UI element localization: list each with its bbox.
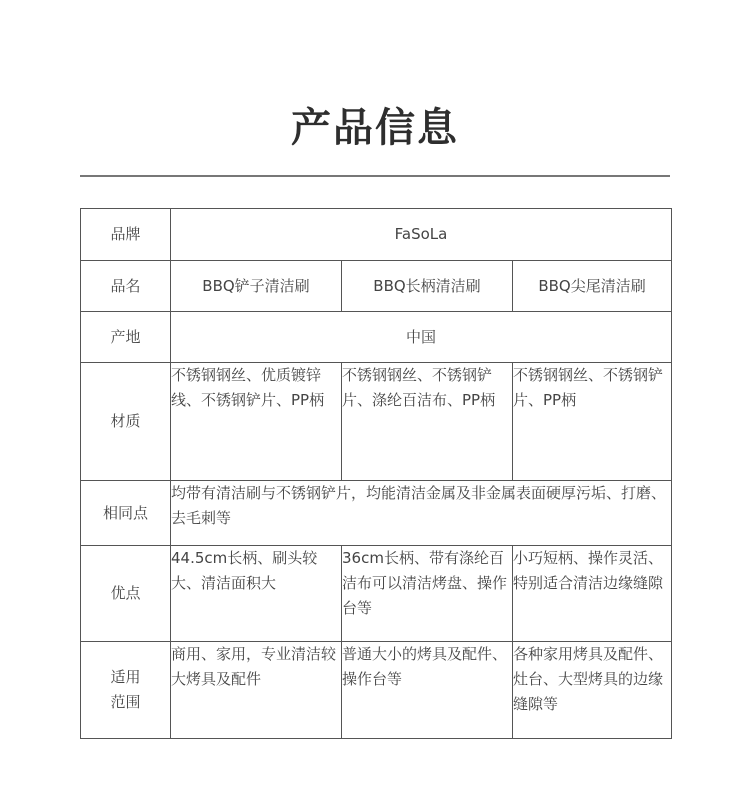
label-brand: 品牌 (81, 209, 171, 261)
material-value-2: 不锈钢钢丝、不锈钢铲片、涤纶百洁布、PP柄 (342, 363, 513, 481)
material-value-1: 不锈钢钢丝、优质镀锌线、不锈钢铲片、PP柄 (171, 363, 342, 481)
name-value-3: BBQ尖尾清洁刷 (513, 261, 672, 312)
row-advantage (81, 546, 672, 642)
row-scope (81, 642, 672, 739)
name-value-2: BBQ长柄清洁刷 (342, 261, 513, 312)
row-name (81, 261, 672, 312)
label-common: 相同点 (81, 481, 171, 546)
row-common (81, 481, 672, 546)
product-info-table (80, 208, 672, 739)
advantage-value-3: 小巧短柄、操作灵活、特别适合清洁边缘缝隙 (513, 546, 672, 642)
name-value-1: BBQ铲子清洁刷 (171, 261, 342, 312)
row-material (81, 363, 672, 481)
common-value: 均带有清洁刷与不锈钢铲片，均能清洁金属及非金属表面硬厚污垢、打磨、去毛刺等 (171, 481, 672, 546)
advantage-value-1: 44.5cm长柄、刷头较大、清洁面积大 (171, 546, 342, 642)
brand-value: FaSoLa (171, 209, 672, 261)
label-scope-line1: 适用 (110, 668, 141, 686)
scope-value-2: 普通大小的烤具及配件、操作台等 (342, 642, 513, 739)
advantage-value-2: 36cm长柄、带有涤纶百洁布可以清洁烤盘、操作台等 (342, 546, 513, 642)
origin-value: 中国 (171, 312, 672, 363)
label-scope-line2: 范围 (110, 693, 141, 711)
row-origin (81, 312, 672, 363)
label-advantage: 优点 (81, 546, 171, 642)
label-origin: 产地 (81, 312, 171, 363)
label-material: 材质 (81, 363, 171, 481)
row-brand (81, 209, 672, 261)
title-divider (80, 175, 670, 177)
material-value-3: 不锈钢钢丝、不锈钢铲片、PP柄 (513, 363, 672, 481)
label-scope (81, 642, 171, 739)
scope-value-3: 各种家用烤具及配件、灶台、大型烤具的边缘缝隙等 (513, 642, 672, 739)
scope-value-1: 商用、家用，专业清洁较大烤具及配件 (171, 642, 342, 739)
label-name: 品名 (81, 261, 171, 312)
page-title: 产品信息 (291, 105, 459, 151)
